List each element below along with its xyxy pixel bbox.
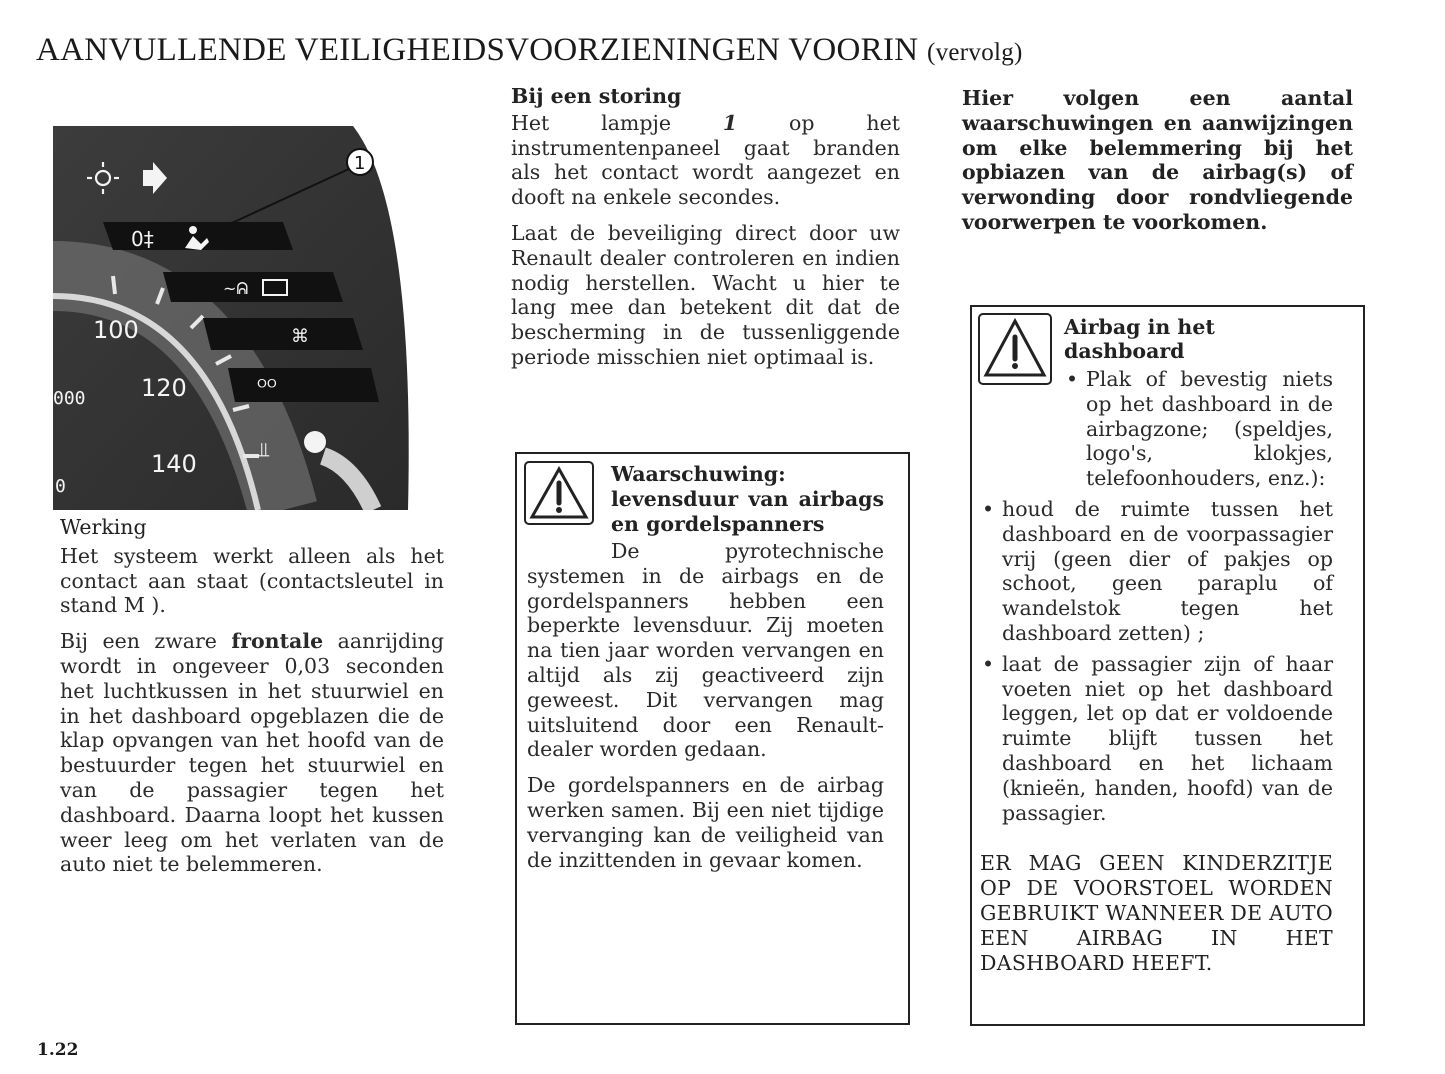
- storing-heading: Bij een storing: [511, 84, 682, 108]
- werking-para-1: Het systeem werkt alleen als het contact aan staat (contactsleutel in stand M ).: [60, 543, 444, 618]
- title-subtitle: (vervolg): [926, 39, 1023, 66]
- page-number: 1.22: [37, 1040, 79, 1060]
- werking-para-2: [60, 629, 444, 877]
- trip-counter: 0: [55, 476, 66, 497]
- para2-bold: frontale: [231, 629, 324, 654]
- para2-pre: Bij een zware: [60, 629, 232, 654]
- fog-light-icon: 0‡: [131, 227, 154, 251]
- glow-plug-icon: ᴼᴼ: [257, 375, 277, 399]
- odometer: 000: [53, 388, 86, 409]
- dashboard-airbag-box: [970, 305, 1365, 1026]
- dashboard-airbag-title: Airbag in het dashboard: [1064, 315, 1215, 363]
- oil-icon: ~ᕱ: [223, 279, 249, 298]
- storing-para-2: Laat de beveiliging direct door uw Renault dealer controleren en indien nodig herstellen. Wacht u hier te lang mee dan betekent dit dat de bescherming in de tussenliggende periode misschien niet optimaal is.: [511, 220, 900, 369]
- dashboard-airbag-list: [1002, 367, 1333, 825]
- warning-icon-2: [978, 313, 1052, 385]
- child-seat-warning: ER MAG GEEN KINDERZITJE OP DE VOORSTOEL WORDEN GEBRUIKT WANNEER DE AUTO EEN AIRBAG IN HET DASHBOARD HEEFT.: [980, 851, 1334, 975]
- list-item: • houd de ruimte tussen het dashboard en de voorpassagier vrij (geen dier of pakjes op schoot, geen paraplu of wandelstok tegen het dashboard zetten) ;: [980, 497, 1333, 646]
- para1-post: op het instrumentenpaneel gaat branden als het contact wordt aangezet en dooft na enkele secondes.: [511, 110, 900, 210]
- instrument-panel-illustration: [53, 126, 415, 510]
- para1-num: 1: [722, 110, 738, 135]
- werking-heading: Werking: [60, 515, 147, 539]
- lifetime-warning-box: [515, 452, 910, 1025]
- speed-label-100: 100: [93, 316, 139, 344]
- middle-column: [511, 84, 900, 370]
- page-title: [36, 32, 1023, 69]
- para1-pre: Het lampje: [511, 110, 723, 135]
- speed-label-120: 120: [141, 374, 187, 402]
- speed-label-140: 140: [151, 450, 197, 478]
- instrument-panel-figure: [53, 126, 415, 510]
- right-intro: Hier volgen een aantal waarschuwingen en aanwijzingen om elke belemmering bij het opbiazen van de airbag(s) of verwonding door rondvliegende voorwerpen te voorkomen.: [962, 86, 1353, 234]
- list-item: • Plak of bevestig niets op het dashboard in de airbagzone; (speldjes, logo's, klokjes, telefoonhouders, enz.):: [1064, 367, 1333, 491]
- storing-para-1: [511, 111, 900, 210]
- lifetime-warning-para-1: De pyrotechnische systemen in de airbags en de gordelspanners hebben een beperkte levensduur. Zij moeten na tien jaar worden vervangen en altijd als zij geactiveerd zijn geweest. Dit vervangen mag uitsluitend door een Renault-dealer worden gedaan.: [527, 539, 884, 762]
- lifetime-warning-para-2: De gordelspanners en de airbag werken samen. Bij een niet tijdige vervanging kan de veiligheid van de inzittenden in gevaar komen.: [527, 773, 884, 872]
- para2-post: aanrijding wordt in ongeveer 0,03 seconden het luchtkussen in het stuurwiel en in het dashboard opgeblazen die de klap opvangen van het hoofd van de bestuurder tegen het stuurwiel en van de passagier tegen het dashboard. Daarna loopt het kussen weer leeg om het verlaten van de auto niet te belemmeren.: [60, 629, 444, 877]
- left-column: [60, 515, 444, 877]
- coolant-icon: ⫫: [258, 437, 270, 461]
- warning-icon: [524, 461, 594, 525]
- brake-icon: ⌘: [291, 326, 309, 347]
- coolant-temp-icon: [304, 431, 326, 453]
- list-item: • laat de passagier zijn of haar voeten niet op het dashboard leggen, let op dat er voldoende ruimte blijft tussen het dashboard en het lichaam (knieën, handen, hoofd) van de passagier.: [980, 652, 1333, 826]
- lifetime-warning-title: Waarschuwing: levensduur van airbags en gordelspanners: [611, 462, 884, 536]
- title-main: AANVULLENDE VEILIGHEIDSVOORZIENINGEN VOORIN: [36, 32, 919, 68]
- callout-number: 1: [354, 153, 366, 174]
